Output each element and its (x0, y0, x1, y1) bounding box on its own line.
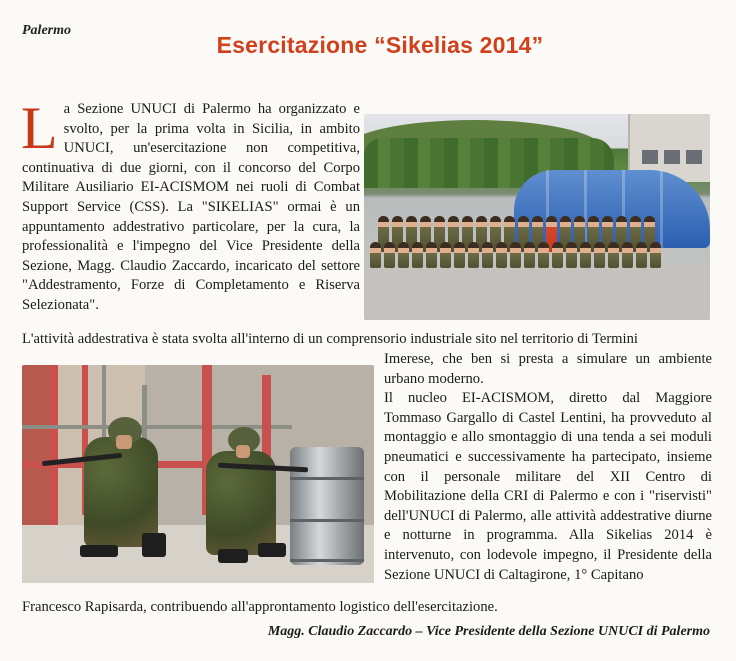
article-title: Esercitazione “Sikelias 2014” (216, 32, 544, 58)
intro-paragraph (21, 95, 360, 316)
steel-barrel (290, 447, 364, 565)
soldiers-front-row (370, 242, 661, 268)
intro-text: a Sezione UNUCI di Palermo ha organizzato e svolto, per la prima volta in Sicilia, in ambito UNUCI, un'esercitazione non competitiva, continuativa di due giorni, con il concorso del Corpo Militare Ausiliario EI-ACISMOM nei ruoli di Combat Support Service (CSS). La "SIKELIAS" ormai è un appuntamento addestrativo particolare, per la cura, la professionalità e l'impegno del Vice Presidente della Sezione, Magg. Claudio Zaccardo, incaricato del settore "Addestramento, Forze di Completamento e Riserva Selezionata". (22, 101, 360, 313)
training-photo (22, 365, 374, 583)
section-label: Palermo (22, 23, 71, 38)
ground (364, 264, 710, 320)
closing-line: Francesco Rapisarda, contribuendo all'approntamento logistico dell'esercitazione. (22, 599, 498, 615)
group-photo (364, 114, 710, 320)
body-paragraph (384, 350, 712, 585)
body-text-1: Imerese, che ben si presta a simulare un ambiente urbano moderno. (384, 351, 712, 387)
body-text-2: Il nucleo EI-ACISMOM, diretto dal Maggiore Tommaso Gargallo di Castel Lentini, ha provveduto al montaggio e allo smontaggio di una tenda a sei moduli pneumatici e successivamente ha partecipato, insieme con il personale militare del XII Centro di Mobilitazione della CRI di Palermo e con i "riservisti" dell'UNUCI di Palermo, alle attività addestrative diurne e notturne in programma. Alla Sikelias 2014 è intervenuto, con lodevole impegno, il Presidente della Sezione UNUCI di Caltagirone, 1° Capitano (384, 390, 712, 583)
drop-cap: L (21, 95, 58, 161)
author-signature: Magg. Claudio Zaccardo – Vice Presidente della Sezione UNUCI di Palermo (267, 624, 710, 639)
full-width-line: L'attività addestrativa è stata svolta all'interno di un comprensorio industriale sito nel territorio di Termini (22, 331, 638, 347)
